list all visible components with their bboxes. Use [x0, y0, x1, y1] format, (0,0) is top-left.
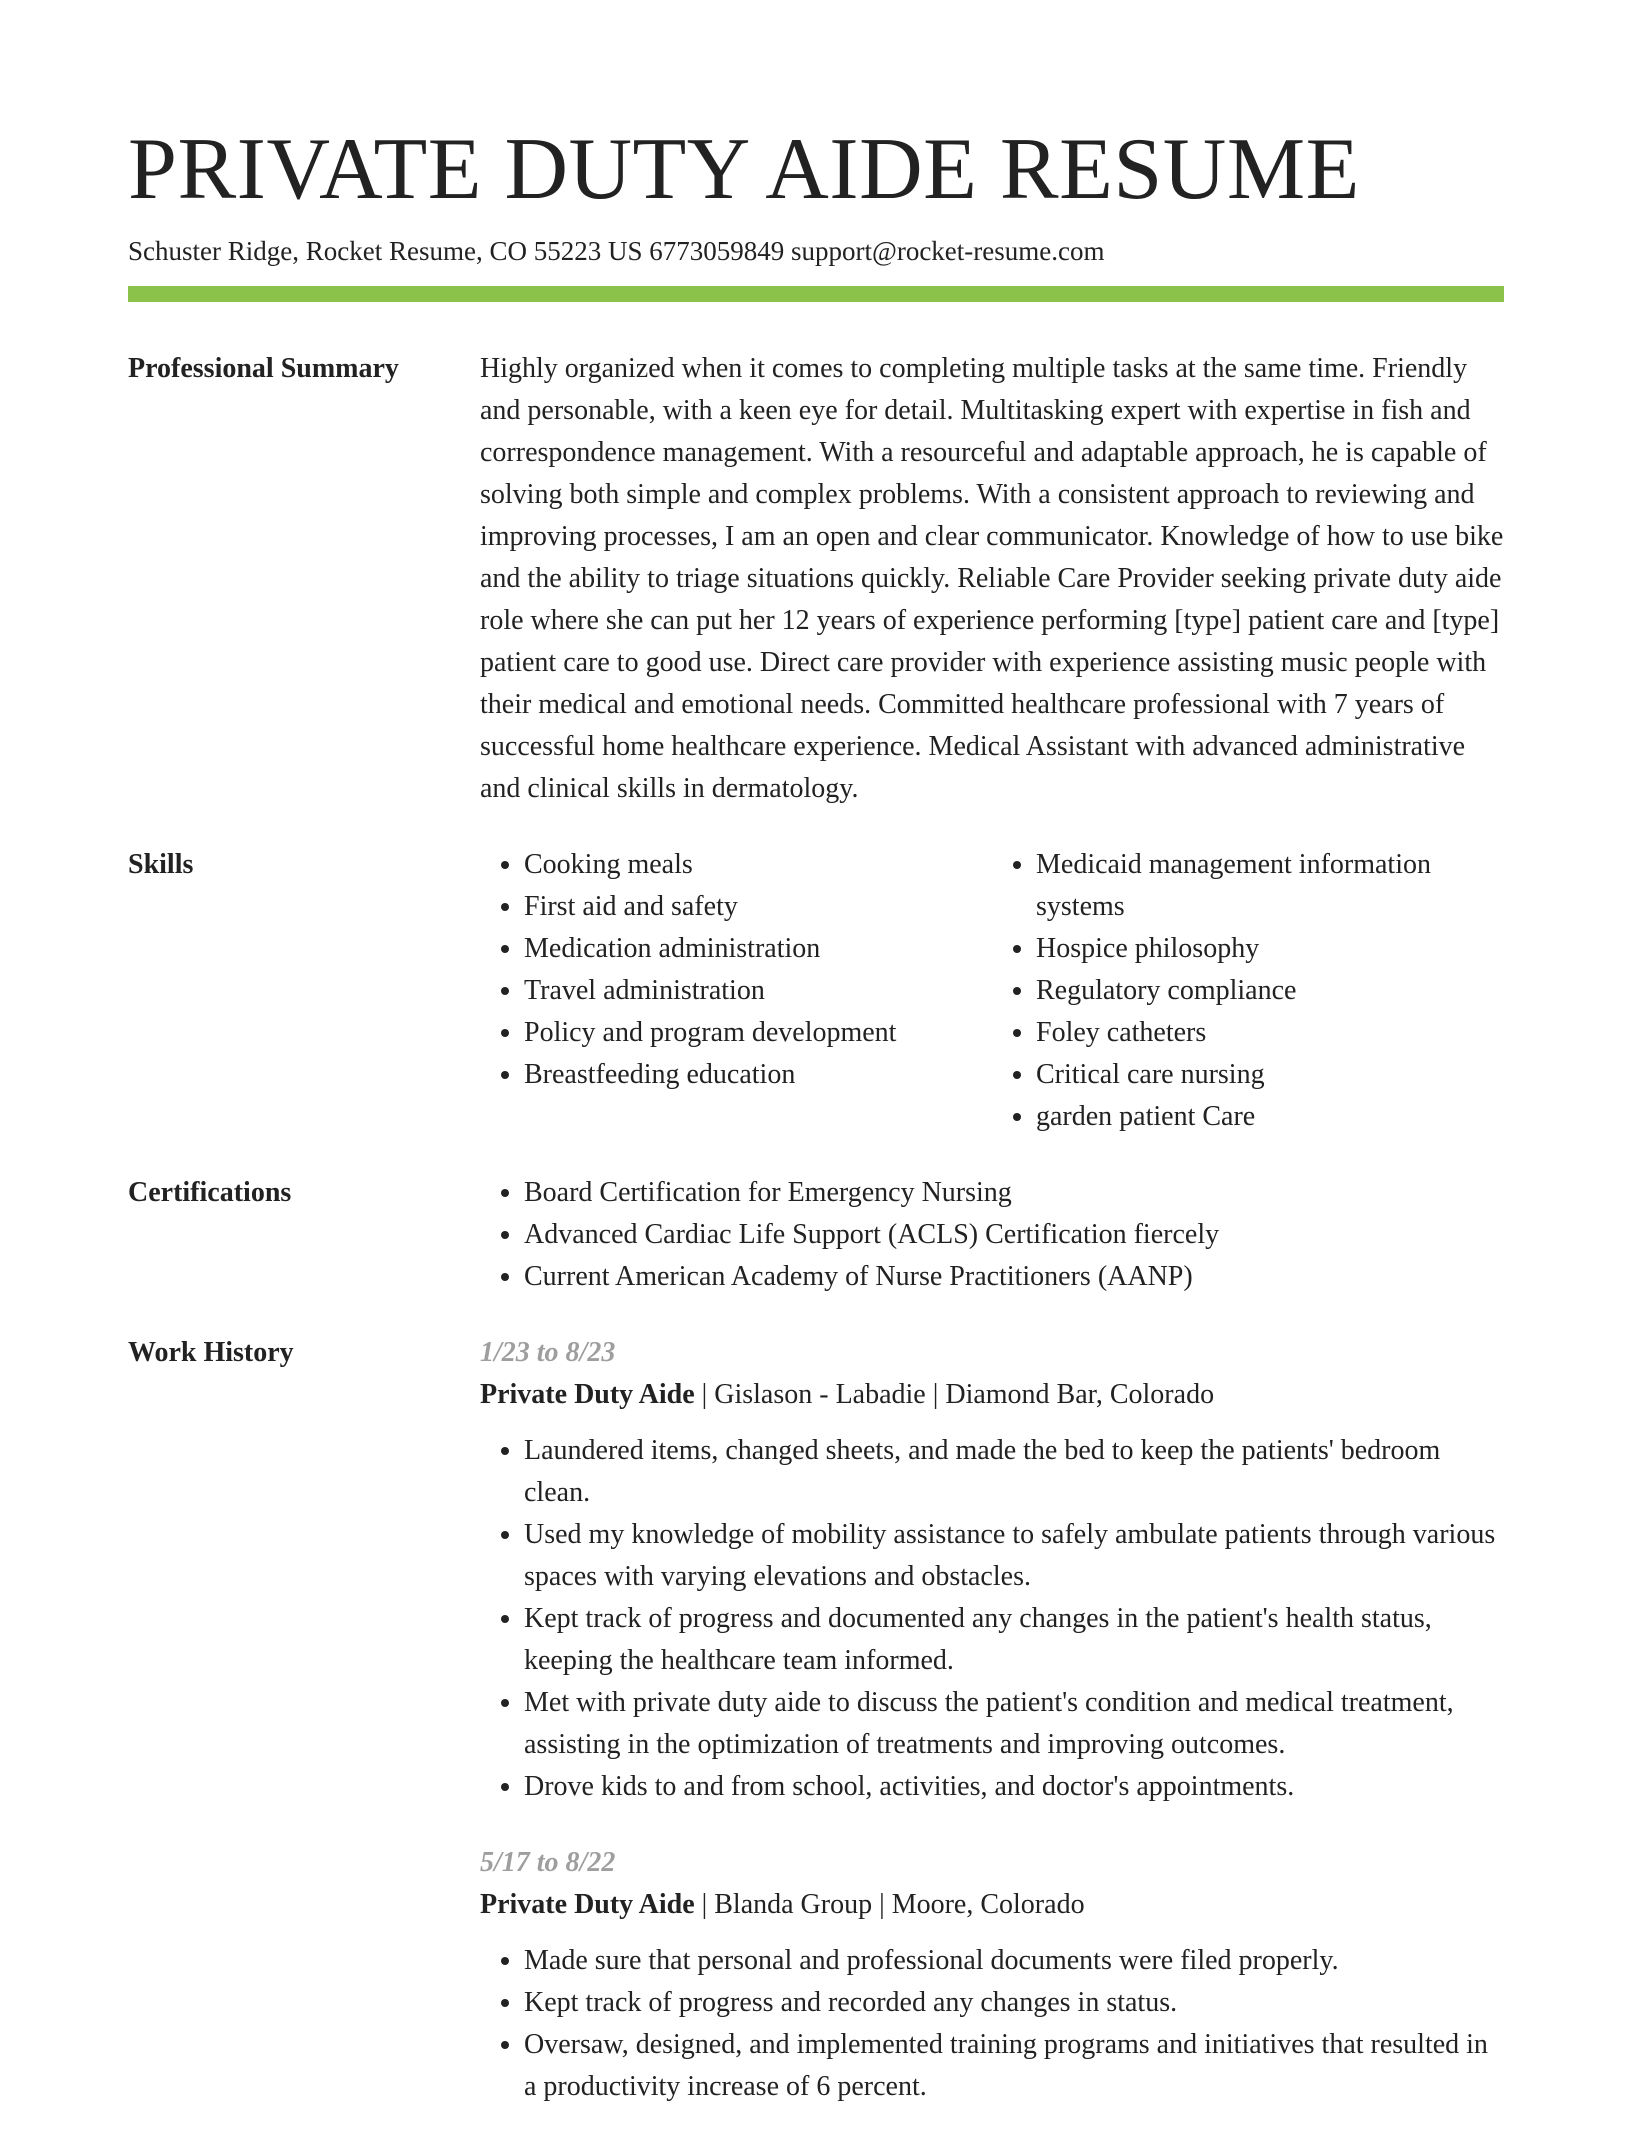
skill-item: • Breastfeeding education [524, 1054, 992, 1096]
job-duty: • Oversaw, designed, and implemented training programs and initiatives that resulted in a productivity increase of 6 percent. [524, 2024, 1504, 2108]
summary-body [480, 348, 1504, 810]
work-history-section [128, 1332, 1504, 2142]
certifications-list [480, 1172, 1504, 1298]
job-details: | Gislason - Labadie | Diamond Bar, Colorado [694, 1379, 1215, 1410]
job-duty: • Drove kids to and from school, activities, and doctor's appointments. [524, 1766, 1504, 1808]
skill-item: • Medicaid management information systems [1036, 844, 1504, 928]
skill-item: • Travel administration [524, 970, 992, 1012]
header-divider [128, 286, 1504, 302]
job-duties-list [480, 1940, 1504, 2108]
job-entry [480, 1842, 1504, 2108]
skill-item: • Hospice philosophy [1036, 928, 1504, 970]
skills-section [128, 844, 1504, 1138]
skill-item: • Policy and program development [524, 1012, 992, 1054]
skills-body [480, 844, 1504, 1138]
certifications-section [128, 1172, 1504, 1298]
section-label-summary: Professional Summary [128, 353, 399, 384]
job-duty: • Met with private duty aide to discuss the patient's condition and medical treatment, assisting in the optimization of treatments and improving outcomes. [524, 1682, 1504, 1766]
job-duties-list [480, 1430, 1504, 1808]
skill-item: • Foley catheters [1036, 1012, 1504, 1054]
job-duty: • Laundered items, changed sheets, and made the bed to keep the patients' bedroom clean. [524, 1430, 1504, 1514]
job-entry [480, 1332, 1504, 1808]
job-duty: • Kept track of progress and recorded any changes in status. [524, 1982, 1504, 2024]
job-duty: • Made sure that personal and professional documents were filed properly. [524, 1940, 1504, 1982]
job-role: Private Duty Aide [480, 1379, 695, 1410]
contact-line: Schuster Ridge, Rocket Resume, CO 55223 US 6773059849 support@rocket-resume.com [128, 236, 1105, 266]
summary-section [128, 348, 1504, 810]
skill-item: • First aid and safety [524, 886, 992, 928]
certifications-body [480, 1172, 1504, 1298]
section-label-skills: Skills [128, 849, 194, 880]
certification-item: • Advanced Cardiac Life Support (ACLS) Certification fiercely [524, 1214, 1504, 1256]
job-duty: • Used my knowledge of mobility assistance to safely ambulate patients through various spaces with varying elevations and obstacles. [524, 1514, 1504, 1598]
certification-item: • Current American Academy of Nurse Practitioners (AANP) [524, 1256, 1504, 1298]
section-label-certifications: Certifications [128, 1177, 292, 1208]
work-history-body [480, 1332, 1504, 2142]
job-dates: 1/23 to 8/23 [480, 1337, 616, 1368]
skills-list-right [992, 844, 1504, 1138]
skill-item: • garden patient Care [1036, 1096, 1504, 1138]
skill-item: • Critical care nursing [1036, 1054, 1504, 1096]
certification-item: • Board Certification for Emergency Nursing [524, 1172, 1504, 1214]
job-role: Private Duty Aide [480, 1889, 695, 1920]
job-dates: 5/17 to 8/22 [480, 1847, 616, 1878]
resume-title: PRIVATE DUTY AIDE RESUME [128, 121, 1360, 218]
skill-item: • Cooking meals [524, 844, 992, 886]
skill-item: • Regulatory compliance [1036, 970, 1504, 1012]
job-details: | Blanda Group | Moore, Colorado [694, 1889, 1085, 1920]
skills-list-left [480, 844, 992, 1138]
skill-item: • Medication administration [524, 928, 992, 970]
job-duty: • Kept track of progress and documented any changes in the patient's health status, keeping the healthcare team informed. [524, 1598, 1504, 1682]
job-heading [480, 1884, 1504, 1926]
summary-text: Highly organized when it comes to completing multiple tasks at the same time. Friendly and personable, with a keen eye for detail. Multitasking expert with expertise in fish and correspondence management. With a resourceful and adaptable approach, he is capable of solving both simple and complex problems. With a consistent approach to reviewing and improving processes, I am an open and clear communicator. Knowledge of how to use bike and the ability to triage situations quickly. Reliable Care Provider seeking private duty aide role where she can put her 12 years of experience performing [type] patient care and [type] patient care to good use. Direct care provider with experience assisting music people with their medical and emotional needs. Committed healthcare professional with 7 years of successful home healthcare experience. Medical Assistant with advanced administrative and clinical skills in dermatology. [480, 353, 1504, 804]
section-label-work-history: Work History [128, 1337, 294, 1368]
job-heading [480, 1374, 1504, 1416]
